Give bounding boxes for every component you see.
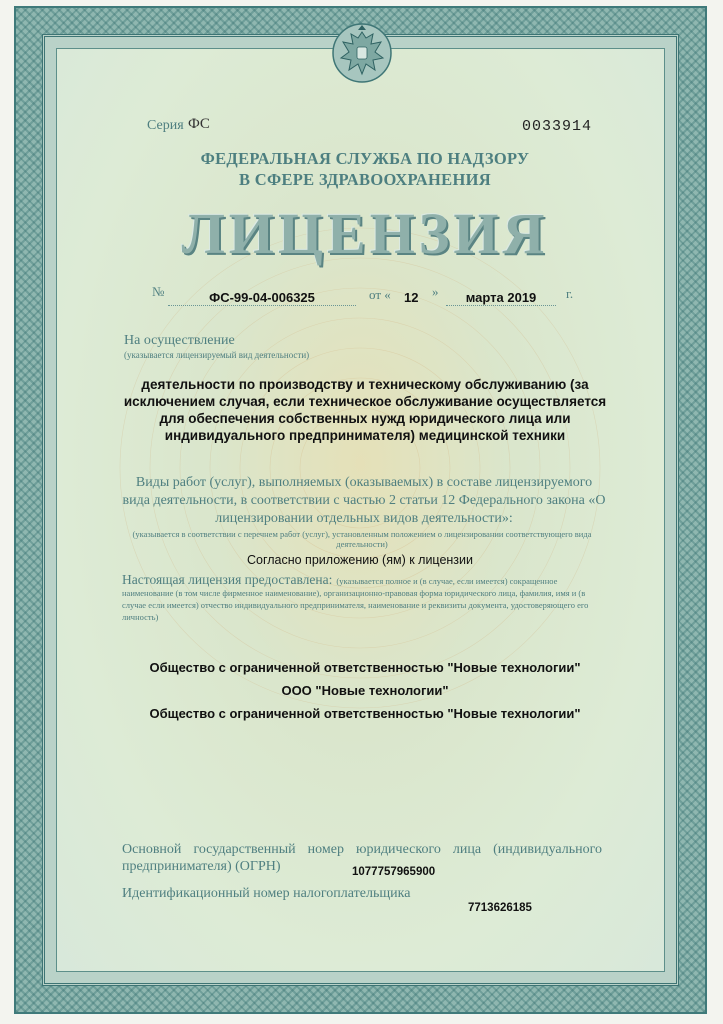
holder-full-name: Общество с ограниченной ответственностью "Новые технологии" xyxy=(149,660,581,675)
holder-hint: (указывается полное и (в случае, если имеется) сокращенное наименование (в том числе фирменное наименование), организационно-правовая форма юридического лица, фамилия, имя и (в случае если имеется) отчество индивидуального предпринимателя, наименование и реквизиты документа, удостоверяющего его личность) xyxy=(122,576,589,622)
serial-number: 0033914 xyxy=(522,118,593,135)
ogrn-label: Основной государственный номер юридического лица (индивидуального предпринимателя) (ОГРН) xyxy=(122,842,602,874)
agency-line-1: ФЕДЕРАЛЬНАЯ СЛУЖБА ПО НАДЗОРУ xyxy=(200,149,530,168)
holder-short-name: ООО "Новые технологии" xyxy=(281,683,449,698)
holder-block xyxy=(122,574,604,622)
number-label: № xyxy=(152,284,165,299)
date-from-label: от « xyxy=(369,287,391,302)
holder-label: Настоящая лицензия предоставлена: xyxy=(122,572,333,587)
document-title: ЛИЦЕНЗИЯ xyxy=(181,201,549,266)
works-hint: (указывается в соответствии с перечнем работ (услуг), установленным положением о лицензировании соответствующего вида деятельности) xyxy=(132,529,592,549)
ogrn-value: 1077757965900 xyxy=(352,866,436,878)
license-number: ФС-99-04-006325 xyxy=(168,290,356,306)
agency-name xyxy=(150,148,580,190)
works-value: Согласно приложению (ям) к лицензии xyxy=(246,553,474,567)
license-day: 12 xyxy=(404,290,419,305)
series-value: ФС xyxy=(188,116,210,132)
quote-close: » xyxy=(432,284,439,299)
year-suffix: г. xyxy=(566,286,574,301)
license-month-year: марта 2019 xyxy=(446,290,556,306)
inn-label: Идентификационный номер налогоплательщика xyxy=(122,886,411,901)
holder-brand-name: Общество с ограниченной ответственностью "Новые технологии" xyxy=(149,706,581,721)
agency-line-2: В СФЕРЕ ЗДРАВООХРАНЕНИЯ xyxy=(239,170,491,189)
activity-description: деятельности по производству и техническому обслуживанию (за исключением случая, если техническое обслуживание осуществляется для обеспечения собственных нужд юридического лица или индивидуального предпринимателя) медицинской техники xyxy=(123,377,607,443)
russian-coat-of-arms-icon xyxy=(331,22,393,84)
inn-value: 7713626185 xyxy=(468,902,532,914)
activity-hint: (указывается лицензируемый вид деятельности) xyxy=(124,350,310,360)
series-label: Серия xyxy=(147,118,184,133)
activity-label: На осуществление xyxy=(124,333,235,348)
works-label: Виды работ (услуг), выполняемых (оказываемых) в составе лицензируемого вида деятельности, в соответствии с частью 2 статьи 12 Федерального закона «О лицензировании отдельных видов деятельности»: xyxy=(122,475,606,526)
